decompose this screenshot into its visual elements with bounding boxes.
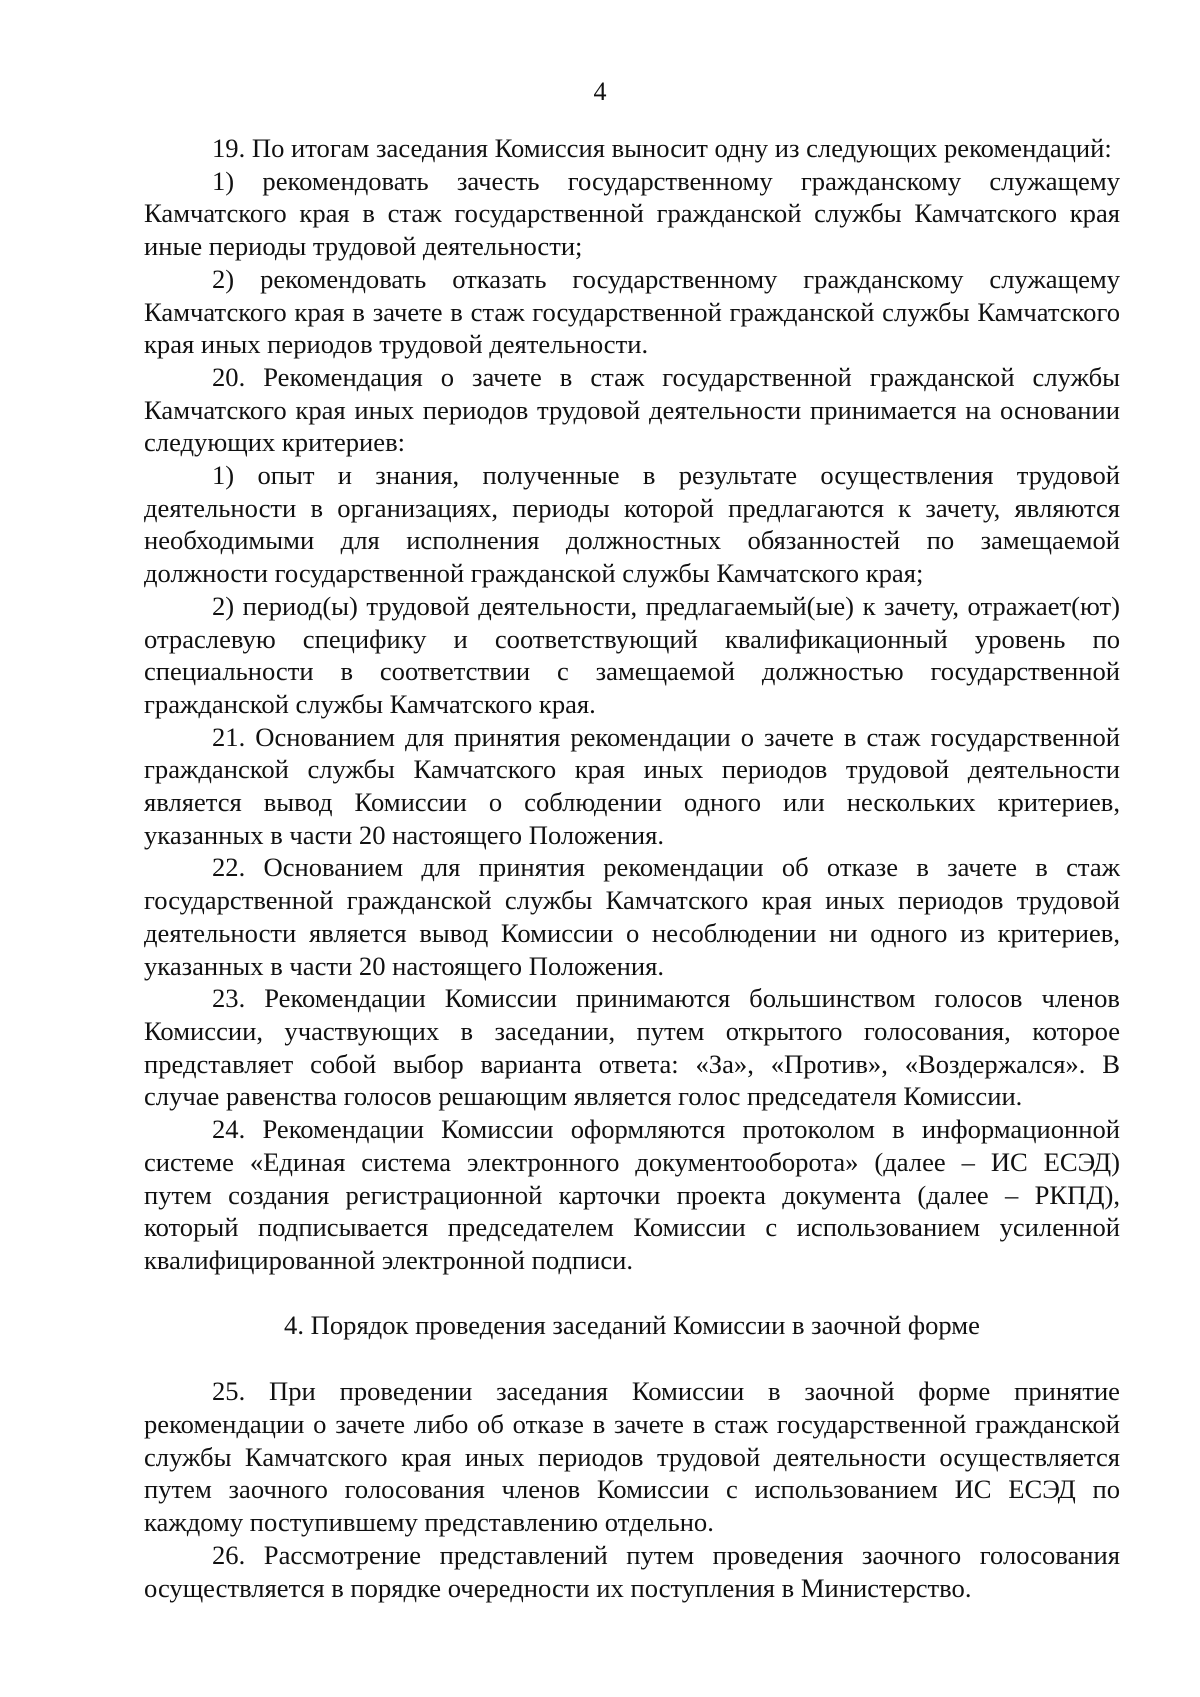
paragraph-19-item-1: 1) рекомендовать зачесть государственному гражданскому служащему Камчатского края в стаж государственной гражданской службы Камчатского края иные периоды трудовой деятельности;	[144, 165, 1120, 262]
paragraph-19-item-2: 2) рекомендовать отказать государственному гражданскому служащему Камчатского края в зачете в стаж государственной гражданской службы Камчатского края иных периодов трудовой деятельности.	[144, 263, 1120, 360]
paragraph-22: 22. Основанием для принятия рекомендации об отказе в зачете в стаж государственной гражданской службы Камчатского края иных периодов трудовой деятельности является вывод Комиссии о несоблюдении ни одного из критериев, указанных в части 20 настоящего Положения.	[144, 852, 1120, 981]
paragraph-23: 23. Рекомендации Комиссии принимаются большинством голосов членов Комиссии, участвующих в заседании, путем открытого голосования, которое представляет собой выбор варианта ответа: «За», «Против», «Воздержался». В случае равенства голосов решающим является голос председателя Комиссии.	[144, 983, 1120, 1112]
paragraph-20-item-1: 1) опыт и знания, полученные в результате осуществления трудовой деятельности в организациях, периоды которой предлагаются к зачету, являются необходимыми для исполнения должностных обязанностей по замещаемой должности государственной гражданской службы Камчатского края;	[144, 460, 1120, 589]
document-body	[144, 132, 1120, 1604]
paragraph-20-item-2: 2) период(ы) трудовой деятельности, предлагаемый(ые) к зачету, отражает(ют) отраслевую специфику и соответствующий квалификационный уровень по специальности в соответствии с замещаемой должностью государственной гражданской службы Камчатского края.	[144, 590, 1120, 719]
paragraph-21: 21. Основанием для принятия рекомендации о зачете в стаж государственной гражданской службы Камчатского края иных периодов трудовой деятельности является вывод Комиссии о соблюдении одного или нескольких критериев, указанных в части 20 настоящего Положения.	[144, 721, 1120, 850]
page-number: 4	[593, 77, 607, 106]
paragraph-25: 25. При проведении заседания Комиссии в заочной форме принятие рекомендации о зачете либо об отказе в зачете в стаж государственной гражданской службы Камчатского края иных периодов трудовой деятельности осуществляется путем заочного голосования членов Комиссии с использованием ИС ЕСЭД по каждому поступившему представлению отдельно.	[144, 1376, 1120, 1538]
paragraph-20: 20. Рекомендация о зачете в стаж государственной гражданской службы Камчатского края иных периодов трудовой деятельности принимается на основании следующих критериев:	[144, 361, 1120, 458]
section-heading: 4. Порядок проведения заседаний Комиссии в заочной форме	[284, 1309, 980, 1340]
paragraph-26: 26. Рассмотрение представлений путем проведения заочного голосования осуществляется в порядке очередности их поступления в Министерство.	[144, 1539, 1120, 1603]
paragraph-19: 19. По итогам заседания Комиссия выносит одну из следующих рекомендаций:	[212, 133, 1112, 163]
paragraph-24: 24. Рекомендации Комиссии оформляются протоколом в информационной системе «Единая система электронного документооборота» (далее – ИС ЕСЭД) путем создания регистрационной карточки проекта документа (далее – РКПД), который подписывается председателем Комиссии с использованием усиленной квалифицированной электронной подписи.	[144, 1114, 1120, 1275]
